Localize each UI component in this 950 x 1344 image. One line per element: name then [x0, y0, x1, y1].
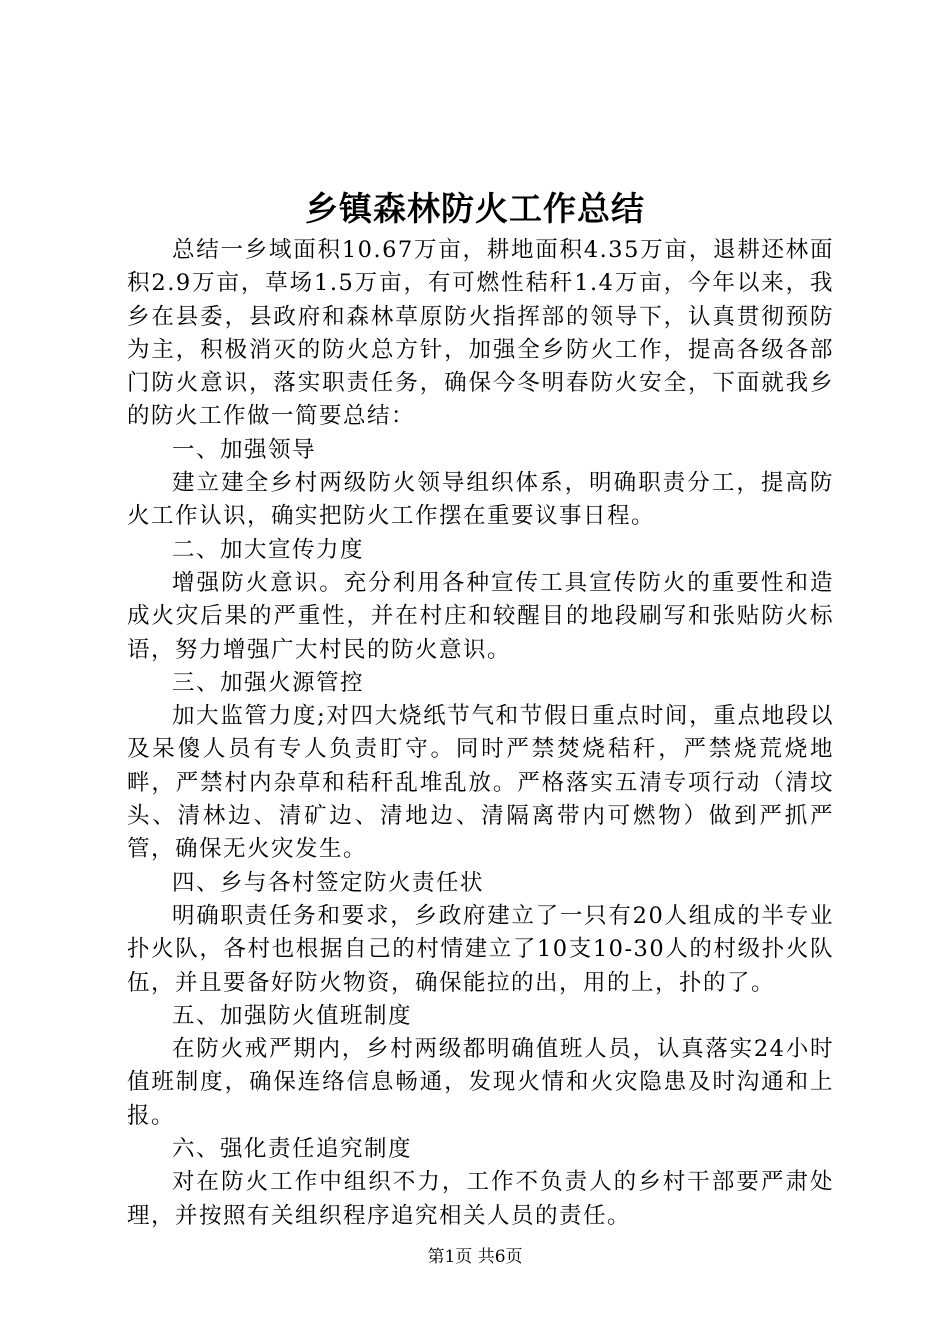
- document-title: 乡镇森林防火工作总结: [305, 189, 645, 228]
- section-paragraph-2: 增强防火意识。充分利用各种宣传工具宣传防火的重要性和造成火灾后果的严重性，并在村庄和较醒目的地段刷写和张贴防火标语，努力增强广大村民的防火意识。: [127, 569, 834, 663]
- section-heading-2: 二、加大宣传力度: [172, 536, 365, 563]
- section-paragraph-4: 明确职责任务和要求，乡政府建立了一只有20人组成的半专业扑火队，各村也根据自己的村情建立了10支10-30人的村级扑火队伍，并且要备好防火物资，确保能拉的出，用的上，扑的了。: [127, 902, 834, 996]
- section-heading-3: 三、加强火源管控: [172, 669, 365, 696]
- section-paragraph-6: 对在防火工作中组织不力，工作不负责人的乡村干部要严肃处理，并按照有关组织程序追究相关人员的责任。: [127, 1169, 834, 1229]
- intro-paragraph: 总结一乡域面积10.67万亩，耕地面积4.35万亩，退耕还林面积2.9万亩，草场1.5万亩，有可燃性秸秆1.4万亩，今年以来，我乡在县委，县政府和森林草原防火指挥部的领导下，认真贯彻预防为主，积极消灭的防火总方针，加强全乡防火工作，提高各级各部门防火意识，落实职责任务，确保今冬明春防火安全，下面就我乡的防火工作做一简要总结：: [127, 237, 834, 430]
- section-heading-5: 五、加强防火值班制度: [172, 1002, 413, 1029]
- document-body: [127, 234, 834, 1233]
- section-paragraph-5: 在防火戒严期内，乡村两级都明确值班人员，认真落实24小时值班制度，确保连络信息畅通，发现火情和火灾隐患及时沟通和上报。: [127, 1036, 834, 1129]
- section-paragraph-3: 加大监管力度;对四大烧纸节气和节假日重点时间，重点地段以及呆傻人员有专人负责盯守。同时严禁焚烧秸秆，严禁烧荒烧地畔，严禁村内杂草和秸秆乱堆乱放。严格落实五清专项行动（清坟头、清林边、清矿边、清地边、清隔离带内可燃物）做到严抓严管，确保无火灾发生。: [127, 703, 834, 863]
- section-paragraph-1: 建立建全乡村两级防火领导组织体系，明确职责分工，提高防火工作认识，确实把防火工作摆在重要议事日程。: [127, 470, 834, 530]
- section-heading-1: 一、加强领导: [172, 436, 317, 463]
- page-number-footer: 第1页 共6页: [427, 1247, 523, 1267]
- section-heading-4: 四、乡与各村签定防火责任状: [172, 869, 485, 896]
- section-heading-6: 六、强化责任追究制度: [172, 1136, 413, 1163]
